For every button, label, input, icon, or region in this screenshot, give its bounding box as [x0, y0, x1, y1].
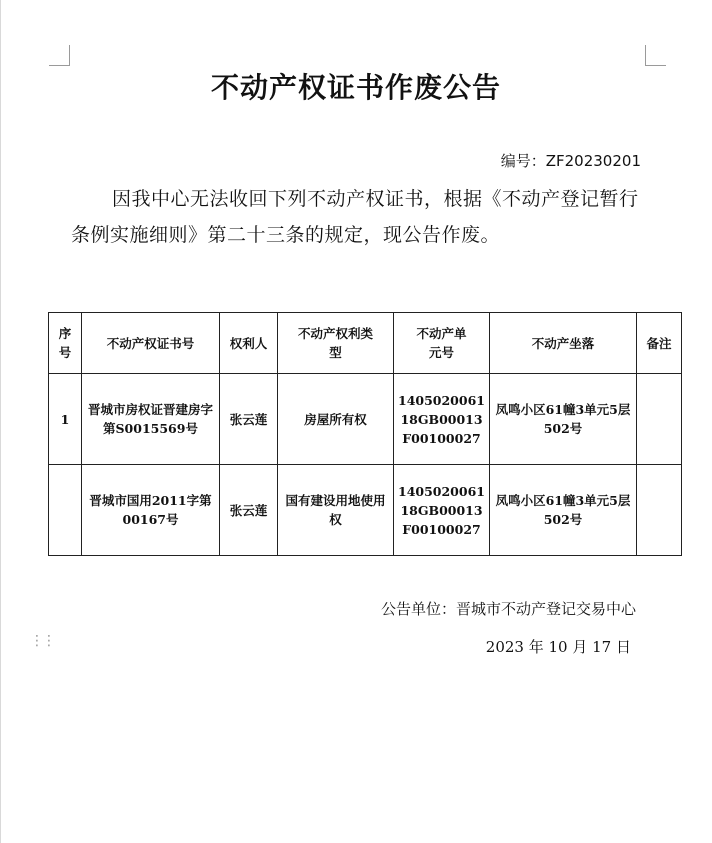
announcement-body: 因我中心无法收回下列不动产权证书，根据《不动产登记暂行条例实施细则》第二十三条的规定，现公告作废。: [71, 188, 639, 246]
crop-mark-top-right-icon: [645, 45, 666, 66]
cell-right-type: 房屋所有权: [278, 374, 394, 465]
header-owner: 权利人: [220, 313, 278, 374]
cell-location: 凤鸣小区61幢3单元5层502号: [490, 465, 637, 556]
cell-right-type: 国有建设用地使用权: [278, 465, 394, 556]
cell-seq: 1: [49, 374, 82, 465]
crop-mark-top-left-icon: [49, 45, 70, 66]
header-unit-no: 不动产单元号: [394, 313, 490, 374]
cell-owner: 张云莲: [220, 374, 278, 465]
cell-unit-no: 140502006118GB00013F00100027: [394, 374, 490, 465]
header-seq: 序号: [49, 313, 82, 374]
certificate-table: [48, 312, 682, 556]
table-header-row: [49, 313, 682, 374]
header-location: 不动产坐落: [490, 313, 637, 374]
cell-cert-no: 晋城市国用2011字第00167号: [82, 465, 220, 556]
cell-location: 凤鸣小区61幢3单元5层502号: [490, 374, 637, 465]
announcing-unit: 公告单位：晋城市不动产登记交易中心: [380, 600, 636, 618]
header-note: 备注: [637, 313, 682, 374]
page-edge: [0, 0, 1, 843]
document-number: 编号：ZF20230201: [500, 152, 641, 170]
cell-cert-no: 晋城市房权证晋建房字第S0015569号: [82, 374, 220, 465]
table-row: [49, 465, 682, 556]
drag-handle-icon[interactable]: ⋮⋮: [30, 633, 54, 649]
table-row: [49, 374, 682, 465]
header-right-type: 不动产权利类型: [278, 313, 394, 374]
cell-note: [637, 465, 682, 556]
cell-owner: 张云莲: [220, 465, 278, 556]
header-cert-no: 不动产权证书号: [82, 313, 220, 374]
cell-unit-no: 140502006118GB00013F00100027: [394, 465, 490, 556]
announcement-date: 2023 年 10 月 17 日: [485, 638, 631, 656]
cell-seq: [49, 465, 82, 556]
cell-note: [637, 374, 682, 465]
document-title: 不动产权证书作废公告: [210, 71, 501, 104]
